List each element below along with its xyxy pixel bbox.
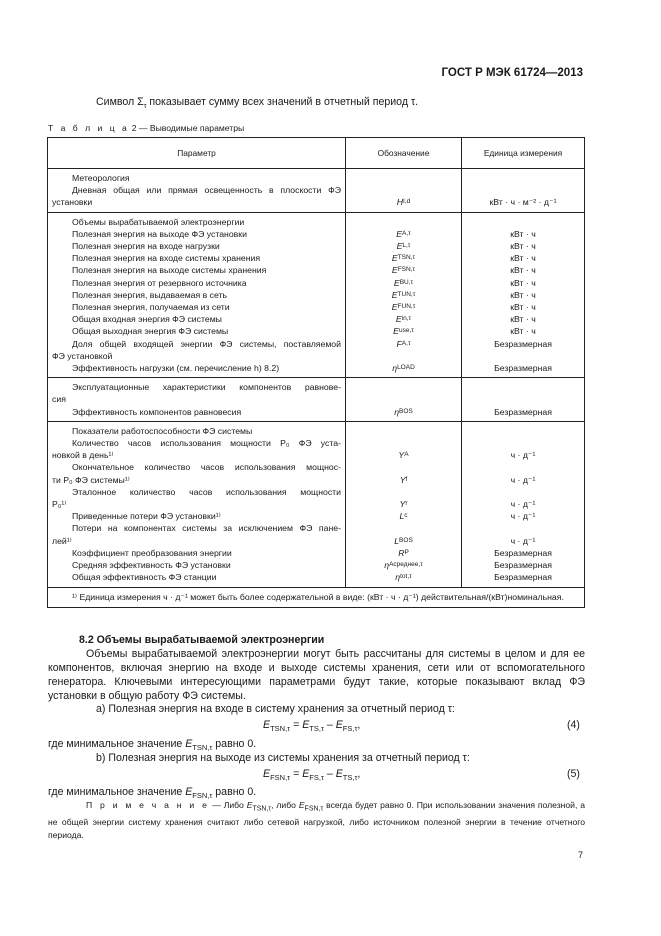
symbol-letter: E: [391, 289, 398, 300]
parameter-line: Полезная энергия, получаемая из сети: [72, 302, 230, 313]
unit: Безразмерная: [494, 547, 552, 558]
parameter-line: Полезная энергия на выходе системы хранения: [72, 265, 267, 276]
parameter-line: Метеорология: [72, 173, 130, 183]
symbol: [346, 559, 461, 571]
unit: [462, 522, 584, 534]
equation-4-number: (4): [567, 719, 580, 731]
table-group: [48, 421, 585, 587]
symbol-subscript: P: [404, 548, 409, 556]
table-caption: Т а б л и ц а 2 — Выводимые параметры: [48, 123, 245, 133]
header-unit: Единица измерения: [462, 138, 585, 169]
symbol: [346, 362, 461, 374]
symbol-subscript: FSN,τ: [397, 266, 416, 274]
unit: кВт · ч: [510, 241, 536, 251]
unit: ч · д⁻¹: [510, 511, 536, 522]
item-a: a) Полезная энергия на входе в систему хранения за отчетный период τ:: [96, 703, 455, 715]
unit-cell: [462, 169, 585, 213]
symbol-subscript: A,τ: [402, 229, 411, 237]
parameter-line: Полезная энергия, выдаваемая в сеть: [72, 289, 228, 300]
parameter-line: новкой в день¹⁾: [52, 450, 114, 461]
document-header: ГОСТ Р МЭК 61724—2013: [441, 67, 583, 79]
section-title: 8.2 Объемы вырабатываемой электроэнергии: [79, 634, 325, 646]
symbol: [346, 338, 461, 350]
unit: ч · д⁻¹: [510, 499, 536, 510]
symbol-subscript: BU,τ: [399, 278, 414, 286]
unit: кВт · ч: [510, 253, 536, 264]
unit: кВт · ч: [510, 314, 536, 325]
table-footnote: ¹⁾ Единица измерения ч · д⁻¹ может быть более содержательной в виде: (кВт · ч · д⁻¹) действительная/(кВт)номинальная.: [48, 587, 585, 607]
symbol-letter: F: [396, 338, 402, 349]
parameter-line: Потери на компонентах системы за исключением ФЭ пане-: [72, 523, 341, 534]
equation-4: $E_{TSN,\tau} = E_{TS,\tau} - E_{FS,\tau}$,: [263, 719, 361, 734]
symbol: [346, 252, 461, 264]
symbol-subscript: BOS: [399, 536, 413, 544]
symbol: [346, 196, 461, 208]
symbol: [346, 486, 461, 498]
unit: [462, 350, 584, 362]
symbol: [346, 571, 461, 583]
unit: [462, 393, 584, 405]
symbol-letter: E: [391, 302, 398, 313]
header-symbol: Обозначение: [346, 138, 462, 169]
symbol-letter: E: [391, 265, 398, 276]
symbol-letter: H: [396, 197, 404, 208]
unit: ч · д⁻¹: [510, 535, 536, 546]
parameter-cell: [48, 421, 346, 587]
symbol-letter: Y: [398, 450, 405, 461]
symbol: [346, 289, 461, 301]
equation-5-number: (5): [567, 768, 580, 780]
unit: [462, 172, 584, 184]
symbol-letter: Y: [399, 499, 406, 510]
symbol-letter: Y: [399, 474, 406, 485]
parameters-table: [47, 137, 585, 608]
symbol: [346, 425, 461, 437]
parameter-line: Общая входная энергия ФЭ системы: [72, 314, 222, 325]
symbol: [346, 184, 461, 196]
page-number: 7: [577, 850, 583, 860]
unit: ч · д⁻¹: [510, 450, 536, 461]
parameter-line: сия: [52, 394, 66, 405]
symbol-letter: L: [399, 511, 405, 522]
symbol: [346, 350, 461, 362]
symbol-subscript: in,τ: [401, 315, 412, 323]
parameter-line: ти P₀ ФЭ системы¹⁾: [52, 474, 130, 485]
after-a: где минимальное значение $E_{TSN,\tau}$ равно 0.: [48, 738, 257, 753]
symbol-letter: L: [394, 535, 400, 546]
section-paragraph: Объемы вырабатываемой электроэнергии могут быть рассчитаны для системы в целом и для ее компонентов, включая энергию на входе и выходе системы хранения, сети или от вспомогательного генератора. Ключевыми интересующими параметрами будут такие, которые показывают вклад ФЭ установки в общую работу ФЭ системы.: [48, 648, 585, 702]
unit: [462, 461, 584, 473]
unit-cell: [462, 378, 585, 422]
note: П р и м е ч а н и е — Либо $E_{TSN,\tau}$, либо $E_{FSN,\tau}$ всегда будет равно 0. При использовании значения полезной, а не общей энергии систему хранения считают либо сетевой нагрузкой, либо источником полезной энергии в течение отчетного периода.: [48, 800, 586, 840]
unit-cell: [462, 212, 585, 378]
unit: Безразмерная: [494, 363, 552, 374]
symbol: [346, 381, 461, 393]
symbol: [346, 522, 461, 534]
symbol-letter: E: [396, 228, 403, 239]
symbol-subscript: f: [405, 475, 408, 483]
unit: кВт · ч: [510, 326, 536, 337]
parameter-line: Объемы вырабатываемой электроэнергии: [72, 216, 245, 227]
parameter-line: Средняя эффективность ФЭ установки: [72, 560, 231, 571]
unit: кВт · ч: [510, 228, 536, 239]
symbol: [346, 535, 461, 547]
symbol: [346, 301, 461, 313]
unit: кВт · ч · м⁻² · д⁻¹: [489, 197, 557, 208]
unit: кВт · ч: [510, 277, 536, 288]
parameter-line: Количество часов использования мощности P₀ ФЭ уста-: [72, 438, 341, 449]
symbol-subscript: TSN,τ: [397, 254, 416, 262]
parameter-line: Общая эффективность ФЭ станции: [72, 572, 217, 583]
symbol-subscript: TUN,τ: [397, 290, 416, 298]
symbol: [346, 510, 461, 522]
symbol-subscript: BOS: [399, 407, 413, 415]
symbol: [346, 216, 461, 228]
symbol: [346, 498, 461, 510]
symbol-letter: E: [396, 241, 403, 251]
parameter-line: Полезная энергия от резервного источника: [72, 277, 247, 288]
symbol-cell: [346, 378, 462, 422]
symbol: [346, 240, 461, 252]
symbol-subscript: LOAD: [397, 364, 415, 372]
parameter-line: Общая выходная энергия ФЭ системы: [72, 326, 229, 337]
symbol: [346, 547, 461, 559]
symbol-subscript: Асреднее,τ: [389, 561, 423, 569]
symbol: [346, 437, 461, 449]
symbol-subscript: A: [404, 451, 409, 459]
symbol-subscript: A,τ: [401, 339, 411, 347]
symbol-letter: η: [394, 406, 400, 417]
after-b: где минимальное значение $E_{FSN,\tau}$ равно 0.: [48, 786, 257, 801]
parameter-line: Полезная энергия на выходе ФЭ установки: [72, 228, 247, 239]
unit: Безразмерная: [494, 338, 552, 349]
parameter-line: Окончательное количество часов использования мощнос-: [72, 462, 341, 473]
parameter-line: P₀¹⁾: [52, 499, 67, 510]
parameter-line: Коэффициент преобразования энергии: [72, 547, 232, 558]
symbol-letter: η: [384, 560, 390, 571]
symbol-letter: E: [393, 277, 400, 288]
parameter-line: Эксплуатационные характеристики компонентов равнове-: [72, 382, 341, 393]
unit: Безразмерная: [494, 406, 552, 417]
unit: [462, 184, 584, 196]
symbol: [346, 325, 461, 337]
symbol: [346, 228, 461, 240]
symbol-letter: E: [395, 314, 402, 325]
table-group: [48, 378, 585, 422]
symbol: [346, 393, 461, 405]
unit: [462, 216, 584, 228]
symbol-letter: R: [398, 547, 405, 558]
parameter-line: Доля общей входящей энергии ФЭ системы, поставляемой: [72, 338, 341, 349]
intro-sentence: Символ $\Sigma_\tau$ показывает сумму всех значений в отчетный период τ.: [96, 96, 419, 111]
symbol-subscript: c: [404, 512, 408, 520]
symbol-cell: [346, 212, 462, 378]
symbol-subscript: L,τ: [402, 242, 411, 249]
parameter-cell: [48, 378, 346, 422]
parameter-line: лей¹⁾: [52, 535, 72, 546]
item-b: b) Полезная энергия на выходе из системы хранения за отчетный период τ:: [96, 752, 470, 764]
symbol: [346, 474, 461, 486]
symbol: [346, 264, 461, 276]
unit: кВт · ч: [510, 289, 536, 300]
symbol-subscript: r: [405, 500, 408, 508]
unit: [462, 437, 584, 449]
symbol-letter: E: [391, 253, 398, 264]
parameter-line: Дневная общая или прямая освещенность в плоскости ФЭ: [72, 185, 341, 196]
unit: [462, 486, 584, 498]
symbol: [346, 313, 461, 325]
parameter-line: Показатели работоспособности ФЭ системы: [72, 425, 253, 436]
symbol-subscript: tot,τ: [400, 573, 412, 581]
symbol: [346, 172, 461, 184]
symbol-letter: E: [393, 326, 399, 337]
symbol: [346, 277, 461, 289]
parameter-line: Эффективность компонентов равновесия: [72, 406, 242, 417]
parameter-line: Полезная энергия на входе нагрузки: [72, 241, 220, 252]
table-group: [48, 169, 585, 213]
symbol-subscript: use,τ: [398, 327, 414, 335]
symbol-subscript: FUN,τ: [397, 303, 416, 311]
symbol-cell: [346, 421, 462, 587]
unit: ч · д⁻¹: [510, 474, 536, 485]
parameter-line: Полезная энергия на входе системы хранения: [72, 253, 261, 264]
unit: [462, 381, 584, 393]
parameter-line: Эффективность нагрузки (см. перечисление h) 8.2): [72, 363, 280, 374]
parameter-line: Приведенные потери ФЭ установки¹⁾: [72, 511, 221, 522]
unit: кВт · ч: [510, 302, 536, 313]
symbol-cell: [346, 169, 462, 213]
parameter-cell: [48, 169, 346, 213]
unit: Безразмерная: [494, 560, 552, 571]
symbol-letter: η: [395, 572, 401, 583]
symbol: [346, 449, 461, 461]
symbol-subscript: I,d: [403, 198, 411, 206]
header-parameter: Параметр: [48, 138, 346, 169]
table-group: [48, 212, 585, 378]
parameter-cell: [48, 212, 346, 378]
parameter-line: установки: [52, 197, 93, 208]
symbol: [346, 461, 461, 473]
parameter-line: ФЭ установкой: [52, 350, 113, 361]
unit: [462, 425, 584, 437]
symbol-letter: η: [392, 363, 398, 374]
parameter-line: Эталонное количество часов использования мощности: [72, 486, 341, 497]
equation-5: $E_{FSN,\tau} = E_{FS,\tau} - E_{TS,\tau}$,: [263, 768, 361, 783]
unit-cell: [462, 421, 585, 587]
unit: кВт · ч: [510, 265, 536, 276]
unit: Безразмерная: [494, 572, 552, 583]
symbol: [346, 406, 461, 418]
